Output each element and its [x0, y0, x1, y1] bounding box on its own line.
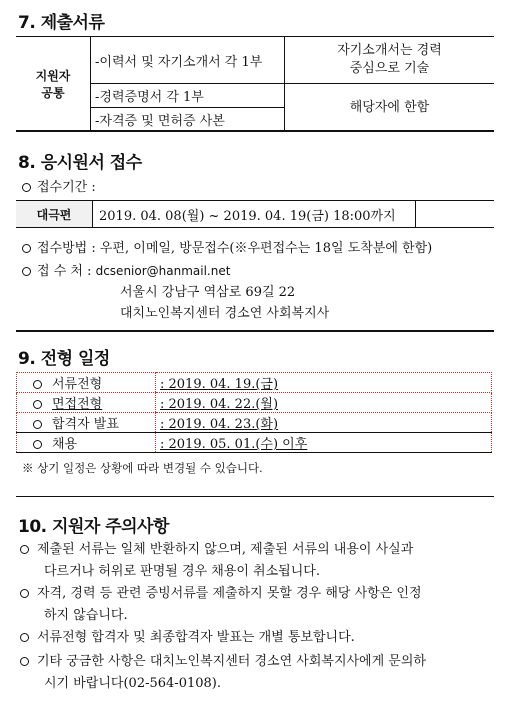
notice-line: 서류전형 합격자 및 최종합격자 발표는 개별 통보합니다.	[37, 630, 355, 645]
circle-bullet-icon	[22, 267, 31, 276]
date-value: : 2019. 04. 23.(화)	[160, 417, 279, 432]
schedule-date	[156, 433, 492, 453]
stage-label: 채용	[52, 437, 78, 452]
doc-note-intro-line1: 자기소개서는 경력	[337, 43, 442, 58]
section8-title: 8. 응시원서 접수	[18, 153, 142, 173]
stage-label: 면접전형	[52, 397, 103, 412]
applicant-label-line1: 지원자	[35, 69, 71, 83]
schedule-stage	[17, 373, 156, 393]
method-text: 접수방법 : 우편, 이메일, 방문접수(※우편접수는 18일 도착분에 한함)	[37, 241, 433, 256]
notice-item	[20, 539, 496, 583]
notice-line: 자격, 경력 등 관련 증빙서류를 제출하지 못할 경우 해당 사항은 인정	[37, 586, 422, 601]
date-value: : 2019. 05. 01.(수) 이후	[160, 437, 308, 452]
schedule-row	[17, 373, 492, 393]
doc-note-intro-line2: 중심으로 기술	[349, 61, 430, 76]
place-org: 대치노인복지센터 경소연 사회복지사	[120, 306, 330, 321]
doc-note-applicable: 해당자에 한함	[285, 84, 495, 132]
section10-title: 10. 지원자 주의사항	[18, 517, 169, 537]
notice-item	[20, 583, 496, 627]
doc-row-resume: -이력서 및 자기소개서 각 1부	[91, 37, 285, 84]
period-label-row	[22, 176, 96, 195]
doc-note-intro	[285, 37, 495, 84]
period-value: 2019. 04. 08(월) ~ 2019. 04. 19(금) 18:00까지	[93, 201, 416, 228]
applicant-label-line2: 공통	[41, 86, 65, 100]
place-email: dcsenior@hanmail.net	[95, 264, 231, 278]
notice-line: 기타 궁금한 사항은 대치노인복지센터 경소연 사회복지사에게 문의하	[37, 654, 426, 669]
period-label: 접수기간 :	[37, 180, 96, 195]
period-cell-label: 대극편	[16, 201, 93, 228]
section7-title: 7. 제출서류	[18, 13, 105, 33]
date-value: : 2019. 04. 22.(월)	[160, 397, 279, 412]
divider	[16, 130, 494, 132]
schedule-row	[17, 393, 492, 413]
schedule-stage	[17, 393, 156, 413]
stage-label: 합격자 발표	[52, 417, 119, 432]
schedule-row	[17, 433, 492, 453]
method-row	[22, 237, 432, 256]
schedule-row	[17, 413, 492, 433]
applicant-common-label	[16, 37, 91, 132]
notice-item	[20, 627, 496, 649]
place-address: 서울시 강남구 역삼로 69길 22	[120, 285, 296, 300]
notice-line: 다르거나 허위로 판명될 경우 채용이 취소됩니다.	[44, 564, 320, 579]
circle-bullet-icon	[33, 380, 42, 389]
notice-item	[20, 651, 496, 695]
schedule-table	[16, 372, 492, 453]
notice-line: 제출된 서류는 일체 반환하지 않으며, 제출된 서류의 내용이 사실과	[37, 542, 414, 557]
section9-title: 9. 전형 일정	[18, 349, 110, 369]
schedule-note: ※ 상기 일정은 상황에 따라 변경될 수 있습니다.	[22, 461, 263, 475]
schedule-date	[156, 373, 492, 393]
circle-bullet-icon	[20, 633, 29, 642]
schedule-date	[156, 413, 492, 433]
circle-bullet-icon	[33, 440, 42, 449]
circle-bullet-icon	[22, 183, 31, 192]
notice-line: 시기 바랍니다(02-564-0108).	[44, 676, 221, 691]
place-row	[22, 260, 230, 279]
circle-bullet-icon	[20, 657, 29, 666]
divider	[16, 330, 494, 332]
date-value: : 2019. 04. 19.(금)	[160, 377, 279, 392]
circle-bullet-icon	[20, 545, 29, 554]
doc-row-license: -자격증 및 면허증 사본	[91, 108, 285, 132]
doc-row-career: -경력증명서 각 1부	[91, 84, 285, 108]
period-table	[16, 200, 494, 228]
divider	[16, 496, 494, 497]
place-label: 접 수 처 :	[37, 264, 92, 279]
stage-label: 서류전형	[52, 377, 103, 392]
circle-bullet-icon	[20, 589, 29, 598]
period-blank-cell	[416, 201, 495, 228]
circle-bullet-icon	[33, 400, 42, 409]
documents-table	[16, 36, 494, 132]
circle-bullet-icon	[22, 244, 31, 253]
schedule-stage	[17, 413, 156, 433]
schedule-stage	[17, 433, 156, 453]
schedule-date	[156, 393, 492, 413]
notice-line: 하지 않습니다.	[44, 608, 128, 623]
circle-bullet-icon	[33, 420, 42, 429]
